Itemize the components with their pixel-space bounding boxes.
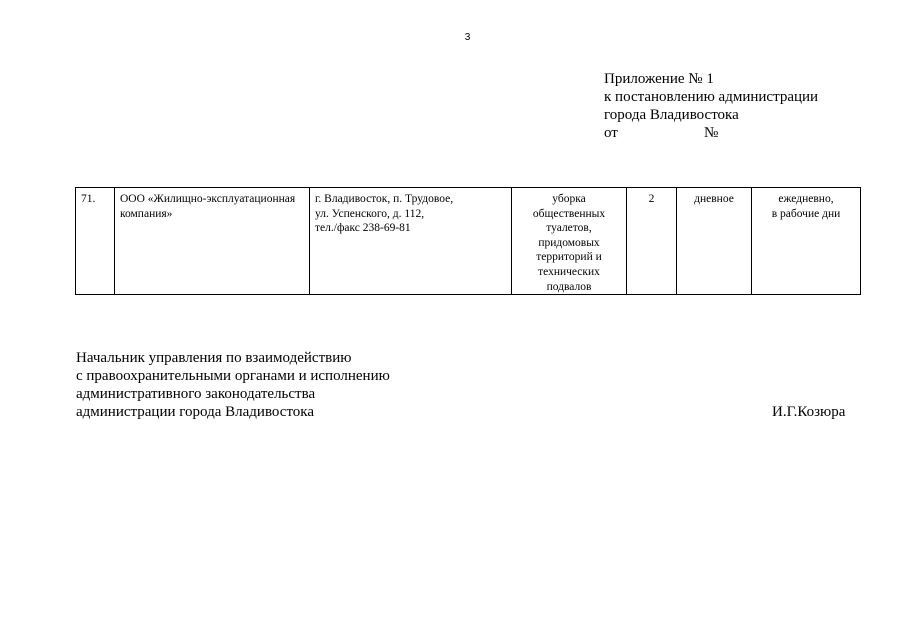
- appendix-date-line: [604, 124, 818, 142]
- signature-line: административного законодательства: [76, 386, 316, 402]
- signer-name: И.Г.Козюра: [772, 404, 846, 420]
- period-line: ежедневно,: [778, 193, 834, 205]
- work-line: придомовых: [538, 236, 600, 249]
- time-cell: дневное: [677, 188, 752, 295]
- signature-block: [76, 349, 390, 421]
- quantity-cell: 2: [627, 188, 677, 295]
- table-row: [76, 188, 861, 295]
- page-number: 3: [464, 32, 471, 43]
- work-line: территорий и: [536, 251, 602, 264]
- signature-line: администрации города Владивостока: [76, 404, 315, 420]
- work-line: подвалов: [546, 280, 592, 293]
- period-line: в рабочие дни: [771, 207, 841, 220]
- signature-line: с правоохранительными органами и исполнению: [76, 368, 390, 384]
- work-line: общественных: [532, 207, 606, 220]
- date-label: от: [604, 125, 618, 141]
- address-cell: [310, 188, 512, 295]
- row-number-cell: 71.: [76, 188, 115, 295]
- work-type-cell: [512, 188, 627, 295]
- appendix-header: [604, 70, 818, 142]
- appendix-line: города Владивостока: [604, 107, 739, 123]
- address-line: г. Владивосток, п. Трудовое,: [315, 193, 454, 205]
- work-line: уборка: [552, 193, 586, 205]
- work-line: технических: [538, 265, 600, 278]
- appendix-title: Приложение № 1: [604, 71, 714, 87]
- period-cell: [752, 188, 861, 295]
- address-line: тел./факс 238-69-81: [315, 222, 411, 235]
- number-label: №: [704, 125, 719, 141]
- signature-line: Начальник управления по взаимодействию: [76, 350, 352, 366]
- organization-cell: ООО «Жилищно-эксплуатационная компания»: [115, 188, 310, 295]
- address-line: ул. Успенского, д. 112,: [315, 207, 425, 220]
- schedule-table: [75, 187, 861, 295]
- work-line: туалетов,: [546, 222, 592, 235]
- appendix-line: к постановлению администрации: [604, 89, 819, 105]
